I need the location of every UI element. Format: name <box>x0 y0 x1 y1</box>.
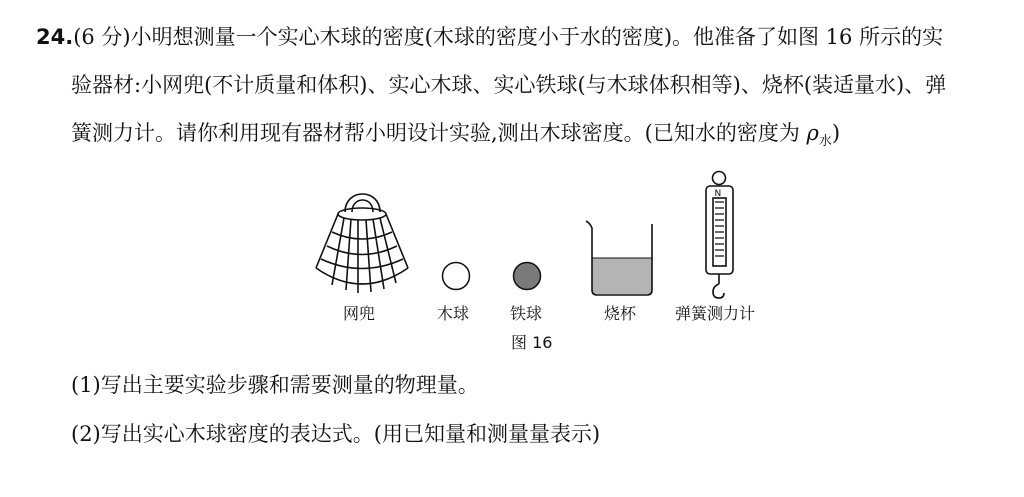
question-text-1: (6 分)小明想测量一个实心木球的密度(木球的密度小于水的密度)。他准备了如图 16 所示的实 <box>73 25 944 49</box>
sub-question-1: (1)写出主要实验步骤和需要测量的物理量。 <box>71 373 479 397</box>
label-iron-ball: 铁球 <box>510 304 543 323</box>
question-text-3: 簧测力计。请你利用现有器材帮小明设计实验,测出木球密度。(已知水的密度为 <box>71 121 807 145</box>
figure-caption: 图 16 <box>511 333 553 352</box>
question-line-3 <box>71 118 840 157</box>
label-net: 网兜 <box>343 304 376 323</box>
question-number: 24. <box>36 25 74 49</box>
wood-ball-icon <box>443 263 470 290</box>
question-line-2 <box>71 70 946 100</box>
label-wood-ball: 木球 <box>437 304 470 323</box>
iron-ball-icon <box>514 263 541 290</box>
question-line-1 <box>36 22 943 52</box>
sub-question-2: (2)写出实心木球密度的表达式。(用已知量和测量量表示) <box>71 422 601 446</box>
spring-scale-icon <box>706 172 733 299</box>
rho-symbol: ρ <box>806 121 819 145</box>
net-bag-icon <box>316 194 408 293</box>
rho-subscript: 水 <box>818 134 832 149</box>
label-beaker: 烧杯 <box>604 304 637 323</box>
beaker-icon <box>586 221 652 295</box>
question-text-3-end: ) <box>831 121 841 145</box>
label-spring-scale: 弹簧测力计 <box>675 304 756 323</box>
question-text-2: 验器材:小网兜(不计质量和体积)、实心木球、实心铁球(与木球体积相等)、烧杯(装适量水)、弹 <box>71 73 947 97</box>
scale-mark-n: N <box>714 189 722 199</box>
